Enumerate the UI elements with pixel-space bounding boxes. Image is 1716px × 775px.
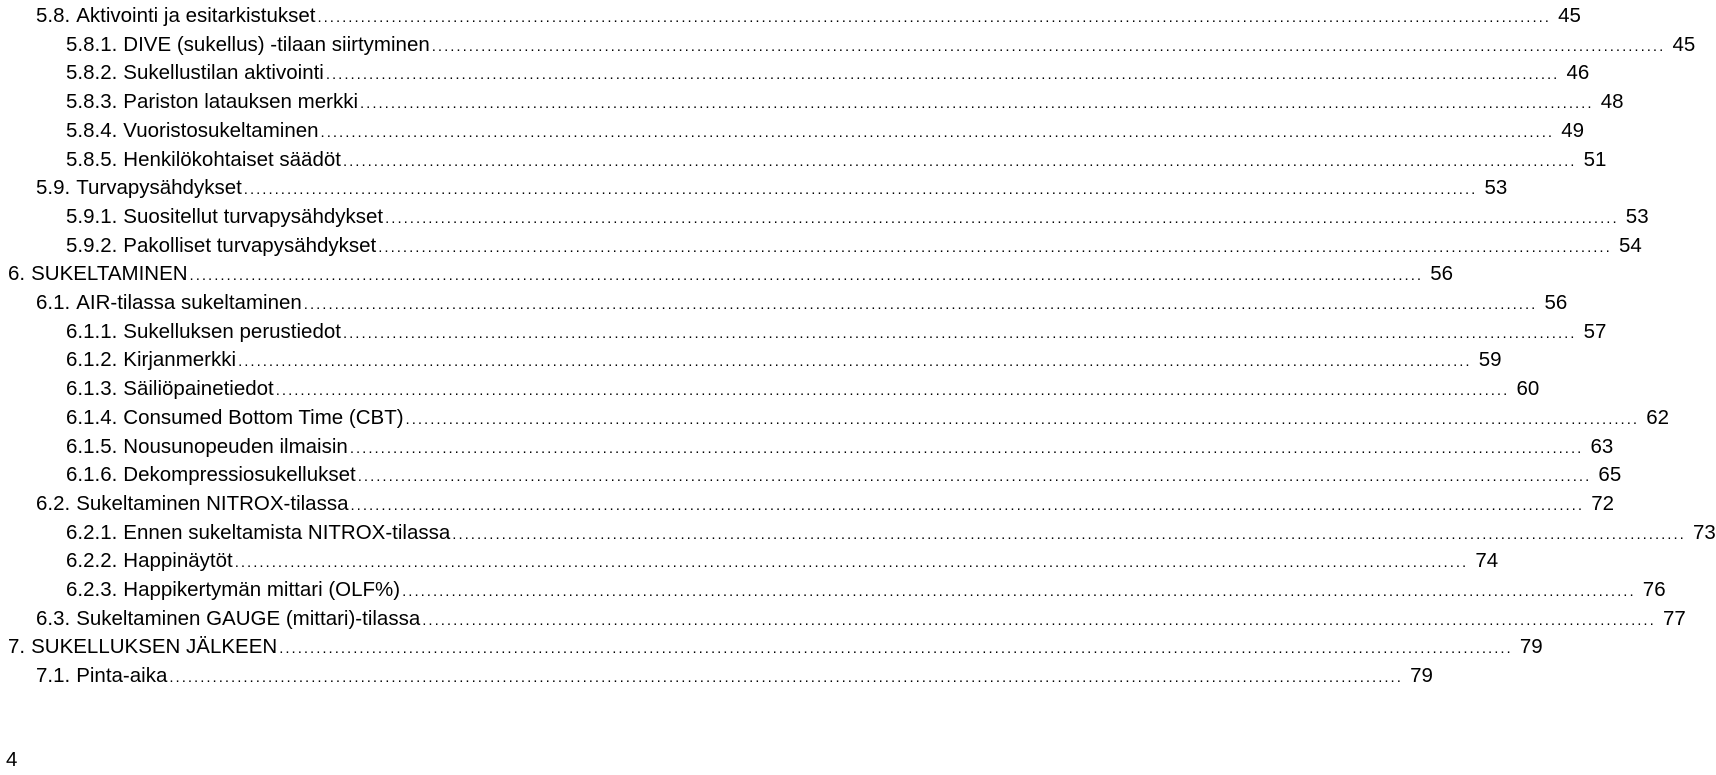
toc-entry-number: 5.8.1. — [66, 32, 118, 56]
toc-entry-page: 48 — [1600, 90, 1624, 114]
toc-entry-title: Turvapysähdykset — [76, 176, 242, 200]
toc-entry-page: 51 — [1583, 147, 1607, 171]
toc-dot-leader: ........................................................................................................................................................................................................ — [360, 95, 1594, 113]
toc-entry[interactable] — [66, 116, 1585, 145]
toc-entry-title: Sukellustilan aktivointi — [123, 61, 324, 85]
toc-entry-page: 54 — [1618, 233, 1642, 257]
toc-dot-leader: ........................................................................................................................................................................................................ — [385, 209, 1619, 227]
toc-entry-number: 5.8. — [36, 4, 71, 27]
toc-entry-title: Pinta-aika — [76, 664, 168, 688]
toc-entry-page: 53 — [1484, 176, 1508, 200]
toc-entry[interactable] — [66, 575, 1666, 604]
toc-entry[interactable] — [66, 546, 1499, 575]
toc-entry-number: 5.9.2. — [66, 233, 118, 257]
toc-entry[interactable] — [66, 30, 1696, 59]
toc-entry[interactable] — [66, 231, 1642, 260]
toc-entry-number: 6.1.6. — [66, 463, 118, 487]
toc-dot-leader: ........................................................................................................................................................................................................ — [320, 123, 1555, 141]
toc-entry-title: Henkilökohtaiset säädöt — [123, 147, 341, 171]
toc-entry-page: 53 — [1625, 204, 1649, 228]
toc-entry-title: DIVE (sukellus) -tilaan siirtyminen — [123, 32, 430, 56]
toc-entry-number: 6.1.2. — [66, 348, 118, 372]
toc-entry-page: 49 — [1561, 118, 1585, 142]
toc-entry-number: 6.1.1. — [66, 319, 118, 343]
toc-entry-number: 7. — [8, 635, 26, 659]
toc-entry-page: 59 — [1478, 348, 1502, 372]
toc-entry-title: Nousunopeuden ilmaisin — [123, 434, 348, 458]
toc-entry[interactable] — [66, 518, 1716, 547]
toc-dot-leader: ........................................................................................................................................................................................................ — [325, 66, 1560, 84]
toc-entry-title: Kirjanmerkki — [123, 348, 237, 372]
toc-entry-number: 5.9.1. — [66, 204, 118, 228]
toc-entry-title: Ennen sukeltamista NITROX-tilassa — [123, 520, 451, 544]
toc-entry-number: 6.1.4. — [66, 405, 118, 429]
toc-entry[interactable] — [36, 1, 1581, 30]
toc-entry-number: 6.3. — [36, 606, 71, 630]
toc-dot-leader: ........................................................................................................................................................................................................ — [238, 353, 1472, 371]
toc-entry-title: Aktivointi ja esitarkistukset — [76, 4, 316, 27]
toc-entry-title: Consumed Bottom Time (CBT) — [123, 405, 404, 429]
toc-entry-page: 76 — [1642, 578, 1666, 601]
toc-dot-leader: ........................................................................................................................................................................................................ — [303, 296, 1538, 313]
toc-entry-title: Vuoristosukeltaminen — [123, 118, 319, 142]
toc-entry-number: 6.1.5. — [66, 434, 118, 458]
toc-entry-title: Säiliöpainetiedot — [123, 377, 274, 401]
toc-entry-page: 60 — [1516, 377, 1540, 401]
toc-entry[interactable] — [66, 87, 1624, 116]
toc-dot-leader: ........................................................................................................................................................................................................ — [342, 152, 1577, 170]
toc-entry-number: 6.2.2. — [66, 549, 118, 573]
toc-entry-page: 77 — [1662, 606, 1686, 630]
toc-dot-leader: ........................................................................................................................................................................................................ — [169, 669, 1403, 687]
toc-entry-page: 63 — [1590, 434, 1614, 458]
toc-entry-title: Suositellut turvapysähdykset — [123, 204, 384, 228]
toc-entry[interactable] — [36, 288, 1568, 317]
toc-dot-leader: ........................................................................................................................................................................................................ — [431, 37, 1666, 55]
toc-entry[interactable] — [66, 145, 1607, 174]
toc-entry[interactable] — [66, 432, 1614, 461]
toc-entry-number: 5.9. — [36, 176, 71, 200]
toc-entry-number: 5.8.4. — [66, 118, 118, 142]
toc-entry-title: Happikertymän mittari (OLF%) — [123, 578, 401, 601]
toc-entry[interactable] — [8, 259, 1454, 288]
toc-entry-number: 6.1.3. — [66, 377, 118, 401]
toc-entry-page: 73 — [1692, 520, 1716, 544]
toc-entry-title: Pakolliset turvapysähdykset — [123, 233, 377, 257]
toc-entry-number: 6.1. — [36, 291, 71, 314]
toc-entry-title: Happinäytöt — [123, 549, 233, 573]
toc-entry[interactable] — [36, 604, 1686, 633]
toc-dot-leader: ........................................................................................................................................................................................................ — [350, 496, 1584, 514]
toc-entry[interactable] — [36, 173, 1508, 202]
toc-entry-title: Sukeltaminen GAUGE (mittari)-tilassa — [76, 606, 421, 630]
toc-entry[interactable] — [36, 489, 1614, 518]
toc-entry-page: 62 — [1646, 405, 1670, 429]
toc-entry-number: 5.8.2. — [66, 61, 118, 85]
toc-dot-leader: ........................................................................................................................................................................................................ — [279, 640, 1513, 658]
toc-entry-page: 74 — [1475, 549, 1499, 573]
toc-entry[interactable] — [8, 632, 1543, 661]
toc-dot-leader: ........................................................................................................................................................................................................ — [275, 382, 1510, 400]
toc-dot-leader: ........................................................................................................................................................................................................ — [378, 238, 1612, 256]
toc-dot-leader: ........................................................................................................................................................................................................ — [189, 267, 1424, 285]
toc-dot-leader: ........................................................................................................................................................................................................ — [402, 583, 1636, 600]
toc-entry-page: 56 — [1430, 262, 1454, 286]
toc-entry[interactable] — [66, 374, 1540, 403]
toc-entry-page: 56 — [1544, 291, 1568, 314]
toc-entry[interactable] — [36, 661, 1433, 690]
toc-entry-number: 6.2. — [36, 491, 71, 515]
toc-entry-title: Sukeltaminen NITROX-tilassa — [76, 491, 349, 515]
toc-entry[interactable] — [66, 202, 1649, 231]
toc-dot-leader: ........................................................................................................................................................................................................ — [357, 468, 1592, 486]
toc-entry-page: 45 — [1558, 4, 1581, 27]
toc-entry[interactable] — [66, 403, 1670, 432]
toc-entry[interactable] — [66, 345, 1502, 374]
toc-entry-title: SUKELLUKSEN JÄLKEEN — [31, 635, 278, 659]
toc-entry-page: 79 — [1410, 664, 1433, 688]
toc-entry-number: 5.8.5. — [66, 147, 118, 171]
toc-entry-title: Sukelluksen perustiedot — [123, 319, 341, 343]
toc-entry[interactable] — [66, 317, 1607, 346]
toc-entry-title: SUKELTAMINEN — [31, 262, 188, 286]
toc-entry-number: 6.2.3. — [66, 578, 118, 601]
toc-dot-leader: ........................................................................................................................................................................................................ — [342, 324, 1577, 342]
toc-dot-leader: ........................................................................................................................................................................................................ — [422, 611, 1656, 629]
toc-dot-leader: ........................................................................................................................................................................................................ — [452, 525, 1686, 543]
toc-entry-page: 65 — [1598, 463, 1622, 487]
toc-entry-number: 6.2.1. — [66, 520, 118, 544]
toc-entry-title: Dekompressiosukellukset — [123, 463, 356, 487]
toc-entry-page: 45 — [1672, 32, 1696, 56]
toc-dot-leader: ........................................................................................................................................................................................................ — [243, 181, 1478, 199]
toc-dot-leader: ........................................................................................................................................................................................................ — [405, 410, 1640, 428]
toc-entry-title: Pariston latauksen merkki — [123, 90, 359, 114]
toc-entry-number: 6. — [8, 262, 26, 286]
toc-entry-page: 46 — [1566, 61, 1590, 85]
toc-entry[interactable] — [66, 460, 1622, 489]
toc-entry-number: 5.8.3. — [66, 90, 118, 114]
toc-dot-leader: ........................................................................................................................................................................................................ — [234, 554, 1469, 572]
page-number: 4 — [6, 748, 18, 771]
toc-dot-leader: ........................................................................................................................................................................................................ — [349, 439, 1584, 457]
toc-entry[interactable] — [66, 58, 1590, 87]
toc-entry-page: 57 — [1583, 319, 1607, 343]
toc-entry-title: AIR-tilassa sukeltaminen — [76, 291, 302, 314]
toc-dot-leader: ........................................................................................................................................................................................................ — [317, 9, 1551, 26]
toc-entry-number: 7.1. — [36, 664, 71, 688]
toc-entry-page: 72 — [1591, 491, 1614, 515]
toc-entry-page: 79 — [1519, 635, 1543, 659]
